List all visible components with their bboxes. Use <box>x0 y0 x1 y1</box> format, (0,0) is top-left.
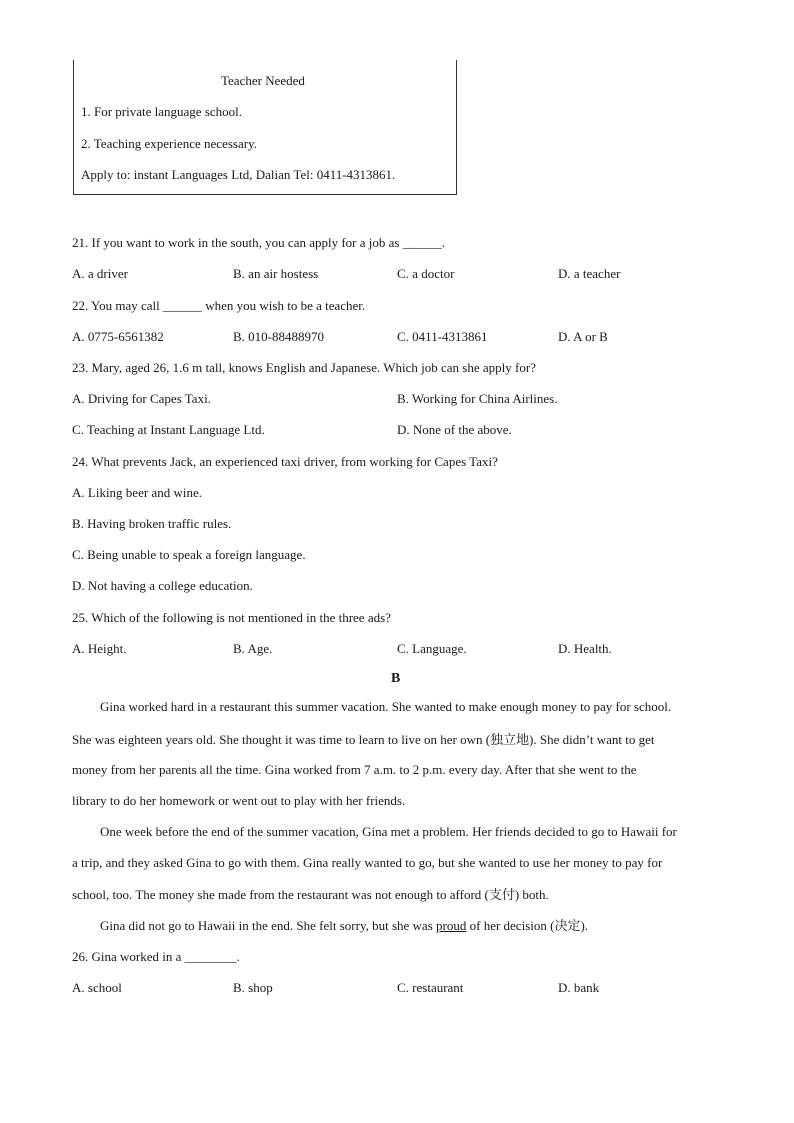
q23-option-b: B. Working for China Airlines. <box>397 391 558 406</box>
q22-option-c: C. 0411-4313861 <box>397 329 488 344</box>
q25-option-b: B. Age. <box>233 641 273 656</box>
q22-option-b: B. 010-88488970 <box>233 329 324 344</box>
q25-option-d: D. Health. <box>558 641 612 656</box>
q21-option-c: C. a doctor <box>397 266 455 281</box>
q26-option-c: C. restaurant <box>397 980 464 995</box>
passage-p2-line1: One week before the end of the summer vacation, Gina met a problem. Her friends decided to go to Hawaii for <box>100 824 677 839</box>
question-22-stem: 22. You may call ______ when you wish to be a teacher. <box>72 298 366 313</box>
underlined-word-proud: proud <box>436 918 467 933</box>
q24-option-a: A. Liking beer and wine. <box>72 485 202 500</box>
question-24-stem: 24. What prevents Jack, an experienced taxi driver, from working for Capes Taxi? <box>72 454 498 469</box>
ad-line-1: 1. For private language school. <box>81 104 243 119</box>
q25-option-a: A. Height. <box>72 641 127 656</box>
q23-option-c: C. Teaching at Instant Language Ltd. <box>72 422 265 437</box>
q26-option-a: A. school <box>72 980 122 995</box>
q22-option-a: A. 0775-6561382 <box>72 329 164 344</box>
passage-p2-line2: a trip, and they asked Gina to go with them. Gina really wanted to go, but she wanted to use her money to pay for <box>72 855 663 870</box>
ad-apply: Apply to: instant Languages Ltd, Dalian Tel: 0411-4313861. <box>81 167 396 182</box>
passage-p1-line3: money from her parents all the time. Gina worked from 7 a.m. to 2 p.m. every day. After that she went to the <box>72 762 637 777</box>
q26-option-d: D. bank <box>558 980 600 995</box>
question-21-stem: 21. If you want to work in the south, you can apply for a job as ______. <box>72 235 445 250</box>
passage-p3-post: of her decision (决定). <box>466 918 589 933</box>
question-25-stem: 25. Which of the following is not mentioned in the three ads? <box>72 610 391 625</box>
passage-p3 <box>100 918 588 934</box>
question-23-stem: 23. Mary, aged 26, 1.6 m tall, knows English and Japanese. Which job can she apply for? <box>72 360 536 375</box>
q23-option-d: D. None of the above. <box>397 422 512 437</box>
q26-option-b: B. shop <box>233 980 273 995</box>
section-b-heading: B <box>391 671 401 686</box>
question-26-stem: 26. Gina worked in a ________. <box>72 949 240 964</box>
q23-option-a: A. Driving for Capes Taxi. <box>72 391 211 406</box>
q21-option-d: D. a teacher <box>558 266 621 281</box>
q25-option-c: C. Language. <box>397 641 467 656</box>
passage-p2-line3: school, too. The money she made from the restaurant was not enough to afford (支付) both. <box>72 887 549 902</box>
ad-title: Teacher Needed <box>221 73 305 88</box>
passage-p1-line4: library to do her homework or went out to play with her friends. <box>72 793 406 808</box>
q22-option-d: D. A or B <box>558 329 608 344</box>
passage-p1-line1: Gina worked hard in a restaurant this summer vacation. She wanted to make enough money to pay for school. <box>100 699 672 714</box>
passage-p3-pre: Gina did not go to Hawaii in the end. She felt sorry, but she was <box>100 918 437 933</box>
q24-option-c: C. Being unable to speak a foreign language. <box>72 547 306 562</box>
ad-line-2: 2. Teaching experience necessary. <box>81 136 257 151</box>
q24-option-b: B. Having broken traffic rules. <box>72 516 232 531</box>
passage-p1-line2: She was eighteen years old. She thought it was time to learn to live on her own (独立地). She didn’t want to get <box>72 732 655 747</box>
q24-option-d: D. Not having a college education. <box>72 578 253 593</box>
q21-option-b: B. an air hostess <box>233 266 319 281</box>
q21-option-a: A. a driver <box>72 266 128 281</box>
